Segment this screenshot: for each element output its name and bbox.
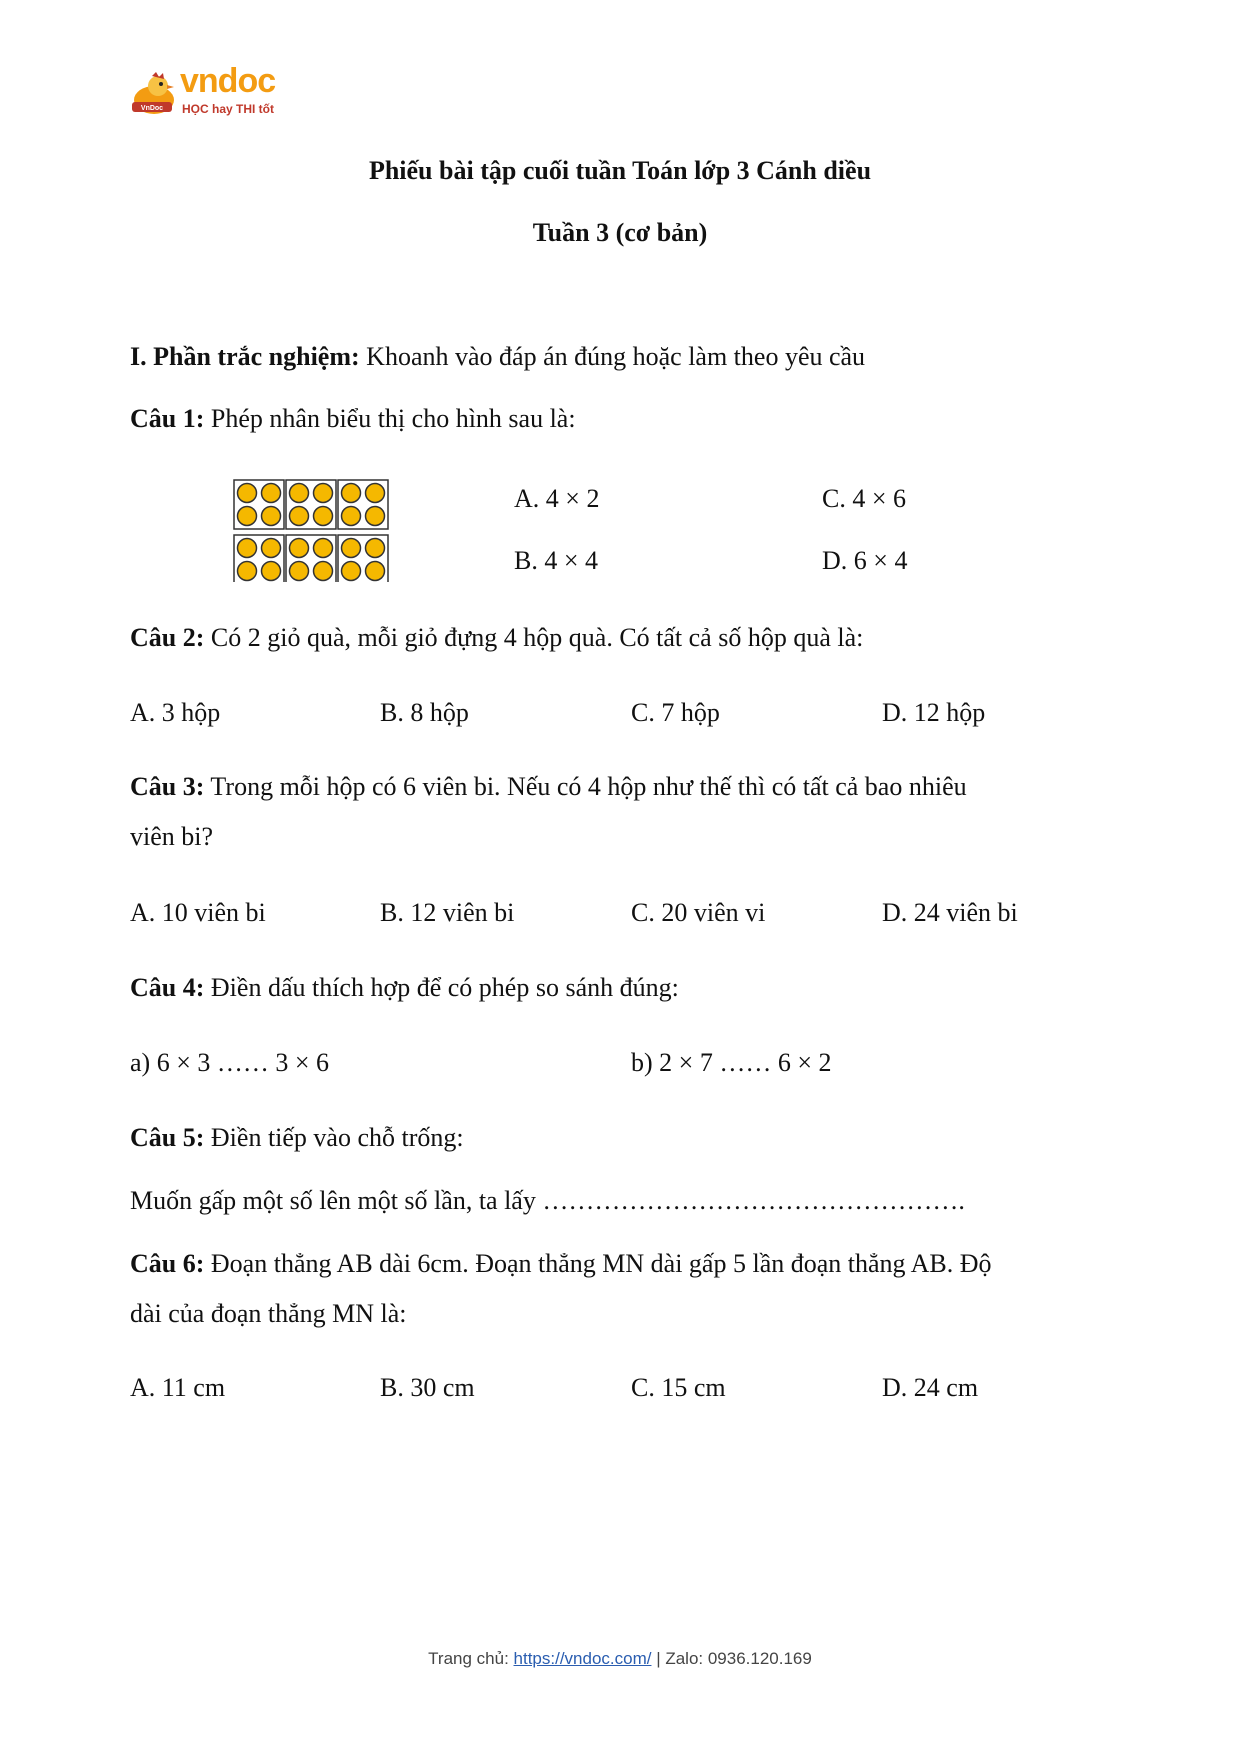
- page-footer: [0, 1649, 1240, 1669]
- question-6-option-a: A. 11 cm: [130, 1373, 226, 1402]
- coin-dot: [366, 507, 385, 526]
- question-4-text: Điền dấu thích hợp để có phép so sánh đúng:: [204, 973, 679, 1002]
- homepage-link[interactable]: https://vndoc.com/: [513, 1649, 652, 1668]
- coin-dot: [238, 539, 257, 558]
- question-1-option-d: D. 6 × 4: [822, 546, 908, 575]
- question-2: [130, 623, 863, 653]
- question-1-option-c: C. 4 × 6: [822, 484, 907, 513]
- dot-grid-figure: [232, 478, 390, 582]
- footer-contact: | Zalo: 0936.120.169: [651, 1649, 812, 1668]
- coin-dot: [238, 507, 257, 526]
- section-instruction: Khoanh vào đáp án đúng hoặc làm theo yêu cầu: [359, 342, 866, 371]
- coin-dot: [238, 562, 257, 581]
- coin-dot: [366, 562, 385, 581]
- question-2-label: Câu 2:: [130, 623, 205, 652]
- question-5-label: Câu 5:: [130, 1123, 205, 1152]
- coin-dot: [290, 507, 309, 526]
- coin-dot: [314, 562, 333, 581]
- coin-dot: [290, 539, 309, 558]
- section-label: I. Phần trắc nghiệm:: [130, 342, 360, 371]
- coin-dot: [342, 539, 361, 558]
- question-2-text: Có 2 giỏ quà, mỗi giỏ đựng 4 hộp quà. Có tất cả số hộp quà là:: [204, 623, 864, 652]
- question-2-option-d: D. 12 hộp: [882, 698, 986, 727]
- question-6: [130, 1249, 992, 1279]
- coin-dot: [290, 484, 309, 503]
- section-heading: [130, 342, 865, 372]
- question-6-text: Đoạn thẳng AB dài 6cm. Đoạn thẳng MN dài gấp 5 lần đoạn thẳng AB. Độ: [204, 1249, 992, 1278]
- question-2-option-c: C. 7 hộp: [631, 698, 720, 727]
- question-6-option-c: C. 15 cm: [631, 1373, 726, 1402]
- coin-dot: [342, 507, 361, 526]
- question-5-text: Điền tiếp vào chỗ trống:: [204, 1123, 464, 1152]
- question-1-option-b: B. 4 × 4: [514, 546, 599, 575]
- coin-dot: [262, 484, 281, 503]
- coin-dot: [342, 562, 361, 581]
- question-1-text: Phép nhân biểu thị cho hình sau là:: [204, 404, 576, 433]
- question-4-part-b: b) 2 × 7 …… 6 × 2: [631, 1048, 832, 1077]
- question-5: [130, 1123, 464, 1153]
- vndoc-logo: [128, 62, 288, 120]
- question-4: [130, 973, 679, 1003]
- question-3: [130, 772, 967, 802]
- question-3-option-a: A. 10 viên bi: [130, 898, 266, 927]
- coin-dot: [314, 539, 333, 558]
- coin-dot: [262, 507, 281, 526]
- coin-dot: [262, 562, 281, 581]
- footer-prefix: Trang chủ:: [428, 1649, 514, 1668]
- coin-dot: [314, 507, 333, 526]
- coin-dot: [366, 539, 385, 558]
- question-6-text-cont: dài của đoạn thẳng MN là:: [130, 1299, 407, 1328]
- coin-dot: [366, 484, 385, 503]
- coin-dot: [342, 484, 361, 503]
- coin-dot: [262, 539, 281, 558]
- question-3-option-b: B. 12 viên bi: [380, 898, 515, 927]
- question-1-label: Câu 1:: [130, 404, 205, 433]
- question-6-label: Câu 6:: [130, 1249, 205, 1278]
- logo-tagline: HỌC hay THI tốt: [182, 102, 274, 116]
- question-3-text-cont: viên bi?: [130, 822, 214, 851]
- question-3-option-d: D. 24 viên bi: [882, 898, 1018, 927]
- question-5-fill-line: Muốn gấp một số lên một số lần, ta lấy ………………………………………….: [130, 1186, 965, 1215]
- question-3-text: Trong mỗi hộp có 6 viên bi. Nếu có 4 hộp như thế thì có tất cả bao nhiêu: [204, 772, 967, 801]
- question-4-label: Câu 4:: [130, 973, 205, 1002]
- question-6-option-b: B. 30 cm: [380, 1373, 475, 1402]
- page-subtitle: Tuần 3 (cơ bản): [532, 218, 708, 247]
- question-1: [130, 404, 576, 434]
- svg-text:VnDoc: VnDoc: [140, 105, 164, 112]
- coin-dot: [314, 484, 333, 503]
- question-2-option-a: A. 3 hộp: [130, 698, 221, 727]
- coin-dot: [238, 484, 257, 503]
- question-1-option-a: A. 4 × 2: [514, 484, 600, 513]
- question-6-option-d: D. 24 cm: [882, 1373, 979, 1402]
- question-3-option-c: C. 20 viên vi: [631, 898, 766, 927]
- logo-wordmark: vndoc: [180, 62, 276, 100]
- question-4-part-a: a) 6 × 3 …… 3 × 6: [130, 1048, 330, 1077]
- question-2-option-b: B. 8 hộp: [380, 698, 469, 727]
- page-title: Phiếu bài tập cuối tuần Toán lớp 3 Cánh diều: [368, 156, 872, 185]
- chicken-mascot-icon: [128, 72, 180, 118]
- question-3-label: Câu 3:: [130, 772, 205, 801]
- coin-dot: [290, 562, 309, 581]
